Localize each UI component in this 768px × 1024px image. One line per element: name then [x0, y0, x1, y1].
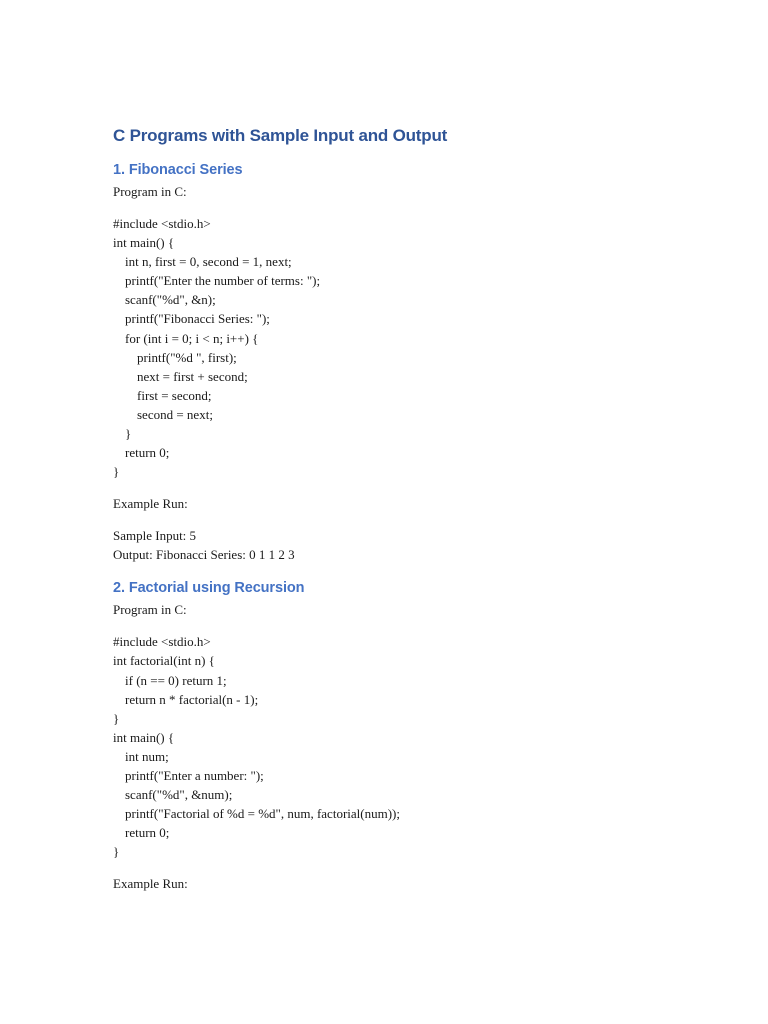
code-line: return n * factorial(n - 1);: [125, 691, 259, 707]
code-line: for (int i = 0; i < n; i++) {: [125, 330, 259, 346]
code-line: printf("Fibonacci Series: ");: [125, 311, 270, 327]
section-heading: 2. Factorial using Recursion: [113, 580, 305, 597]
code-line: }: [113, 464, 120, 480]
example-run-label: Example Run:: [113, 496, 188, 512]
section-heading: 1. Fibonacci Series: [113, 162, 243, 178]
code-line: int factorial(int n) {: [113, 653, 215, 669]
code-block: [113, 214, 713, 481]
code-line: second = next;: [137, 406, 213, 422]
code-line: printf("%d ", first);: [137, 349, 237, 365]
code-block: [113, 632, 713, 861]
code-line: }: [125, 426, 132, 442]
code-line: #include <stdio.h>: [113, 216, 211, 231]
document-title: C Programs with Sample Input and Output: [113, 126, 448, 145]
code-line: return 0;: [125, 825, 170, 841]
document-page: [113, 124, 713, 893]
section-factorial: [113, 578, 713, 893]
code-line: int num;: [125, 748, 169, 764]
code-line: int n, first = 0, second = 1, next;: [125, 254, 292, 270]
sample-input: Sample Input: 5: [113, 528, 197, 544]
code-line: #include <stdio.h>: [113, 634, 211, 650]
code-line: printf("Enter a number: ");: [125, 767, 264, 783]
code-line: if (n == 0) return 1;: [125, 672, 227, 688]
code-line: int main() {: [113, 235, 175, 251]
code-line: int main() {: [113, 729, 175, 745]
code-line: printf("Factorial of %d = %d", num, factorial(num));: [125, 806, 400, 822]
program-label: Program in C:: [113, 184, 187, 199]
code-line: return 0;: [125, 445, 170, 461]
sample-output: Output: Fibonacci Series: 0 1 1 2 3: [113, 547, 295, 563]
code-line: first = second;: [137, 387, 212, 403]
code-line: scanf("%d", &n);: [125, 292, 216, 308]
section-fibonacci: [113, 160, 713, 564]
code-line: scanf("%d", &num);: [125, 787, 233, 803]
example-run-label: Example Run:: [113, 876, 188, 892]
code-line: }: [113, 844, 120, 860]
code-line: next = first + second;: [137, 368, 248, 384]
code-line: }: [113, 710, 120, 726]
program-label: Program in C:: [113, 602, 187, 618]
code-line: printf("Enter the number of terms: ");: [125, 273, 321, 289]
